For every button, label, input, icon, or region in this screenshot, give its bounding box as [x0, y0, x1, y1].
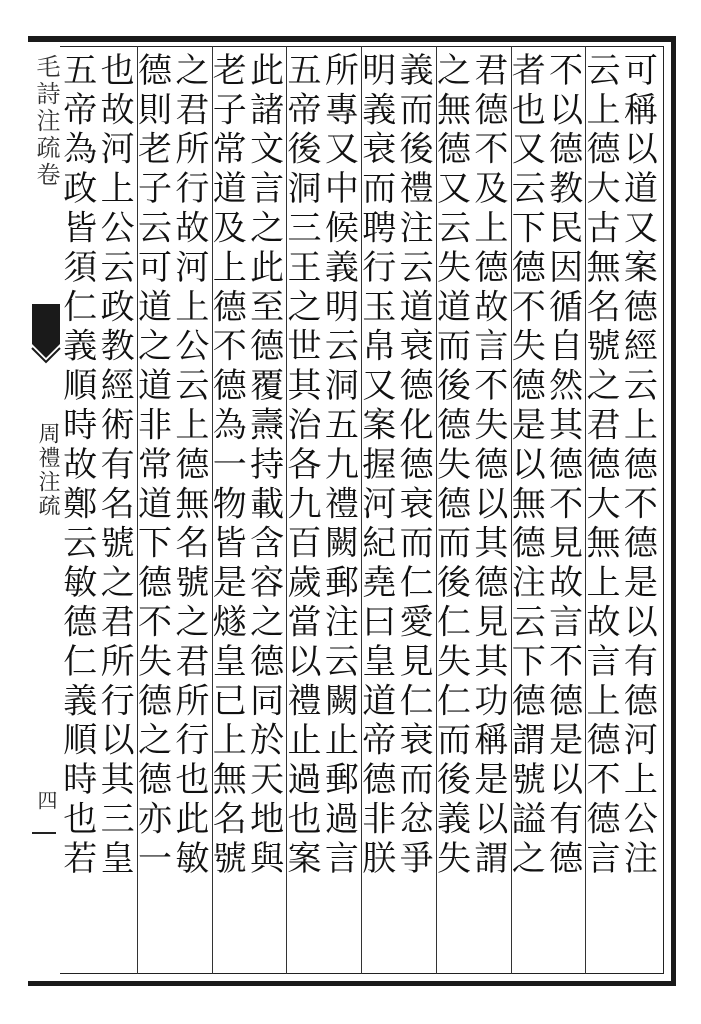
column-rule: [361, 46, 362, 974]
margin-page-number: 四: [34, 790, 58, 812]
text-column: 五帝後洞三王之世其治各九百歲當以禮止過也案: [280, 52, 321, 880]
text-column: 之無德又云失道而後德失德而後仁失仁而後義失: [430, 52, 471, 880]
text-column: 君德不及上德故言不失德以其德見其功稱是以謂: [467, 52, 508, 880]
text-column: 義而後禮注云道衰德化德衰而仁愛見仁衰而忿爭: [393, 52, 434, 880]
margin-header-text: 毛詩注疏卷: [32, 54, 60, 189]
text-column: 老子常道及上德不德為一物皆是燧皇已上無名號: [206, 52, 247, 880]
column-rule: [137, 46, 138, 974]
column-rule: [585, 46, 586, 974]
column-rule: [436, 46, 437, 974]
text-column: 可稱以道又案德經云上德不德是以有德河上公注: [617, 52, 658, 880]
text-column: 也故河上公云政教經術有名號之君所行以其三皇: [94, 52, 135, 880]
text-column: 不以德教民因循自然其德不見故言不德是以有德: [542, 52, 583, 880]
column-rule: [511, 46, 512, 974]
column-rule: [212, 46, 213, 974]
text-column: 所專又中候義明云洞五九禮闕郵注云闕止郵過言: [318, 52, 359, 880]
text-column: 此諸文言之此至德覆燾持載含容之德同於天地與: [243, 52, 284, 880]
margin-book-title: 周禮注疏: [35, 422, 60, 518]
text-column: 德則老子云可道之道非常道下德不失德之德亦一: [131, 52, 172, 880]
text-column: 者也又云下德不失德是以無德注云下德謂號謚之: [505, 52, 546, 880]
text-column: 之君所行故河上公云上德無名號之君所行也此敏: [168, 52, 209, 880]
text-column: 明義衰而聘行玉帛又案握河紀堯曰皇道帝德非朕: [355, 52, 396, 880]
text-column: 五帝為政皆須仁義順時故鄭云敏德仁義順時也若: [56, 52, 97, 880]
text-column: 云上德大古無名號之君德大無上故言上德不德言: [579, 52, 620, 880]
column-rule: [286, 46, 287, 974]
margin-page-rule: [32, 832, 56, 834]
